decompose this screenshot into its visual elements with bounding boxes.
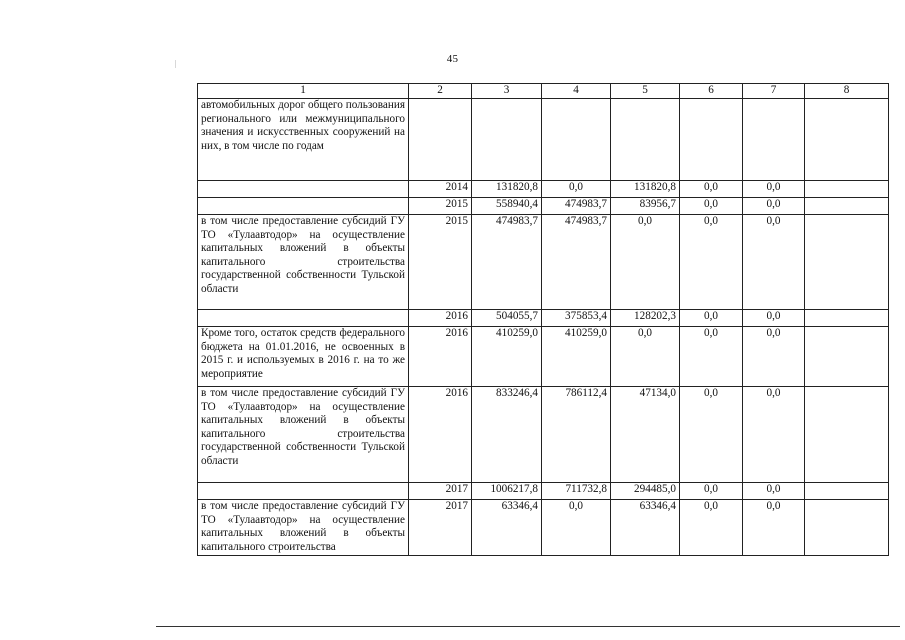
value-cell: 474983,7 — [472, 215, 542, 310]
value-cell: 0,0 — [743, 198, 805, 215]
row-description — [198, 310, 409, 327]
column-header: 1 — [198, 84, 409, 99]
value-cell: 128202,3 — [611, 310, 680, 327]
value-cell: 375853,4 — [542, 310, 611, 327]
value-cell: 0,0 — [743, 500, 805, 556]
page-number: 45 — [446, 53, 459, 65]
year-cell: 2017 — [409, 483, 472, 500]
value-cell: 711732,8 — [542, 483, 611, 500]
row-description: в том числе предоставление субсидий ГУ ТО «Тулаавтодор» на осуществление капитальных вложений в объекты капитального строительства государственной собственности Тульской области — [198, 215, 409, 310]
value-cell: 0,0 — [542, 500, 611, 556]
value-cell: 0,0 — [680, 483, 743, 500]
table-row — [198, 500, 889, 556]
value-cell: 0,0 — [680, 310, 743, 327]
row-description: автомобильных дорог общего пользования регионального или межмуниципального значения и искусственных сооружений на них, в том числе по годам — [198, 99, 409, 181]
value-cell: 786112,4 — [542, 387, 611, 483]
value-cell: 0,0 — [743, 310, 805, 327]
table-row — [198, 387, 889, 483]
value-cell — [805, 215, 889, 310]
year-cell: 2015 — [409, 198, 472, 215]
value-cell: 0,0 — [680, 327, 743, 387]
column-header: 7 — [743, 84, 805, 99]
page-divider — [156, 626, 900, 627]
year-cell — [409, 99, 472, 181]
year-cell: 2016 — [409, 387, 472, 483]
value-cell: 0,0 — [680, 215, 743, 310]
row-description — [198, 181, 409, 198]
value-cell: 0,0 — [743, 215, 805, 310]
table-header-row — [198, 84, 889, 99]
value-cell: 0,0 — [743, 181, 805, 198]
value-cell: 0,0 — [542, 181, 611, 198]
scan-artifact — [175, 60, 176, 68]
value-cell — [680, 99, 743, 181]
column-header: 4 — [542, 84, 611, 99]
row-description: Кроме того, остаток средств федерального бюджета на 01.01.2016, не освоенных в 2015 г. и используемых в 2016 г. на то же мероприятие — [198, 327, 409, 387]
row-description: в том числе предоставление субсидий ГУ ТО «Тулаавтодор» на осуществление капитальных вложений в объекты капитального строительства — [198, 500, 409, 556]
value-cell — [743, 99, 805, 181]
data-table — [197, 83, 889, 556]
value-cell: 63346,4 — [472, 500, 542, 556]
value-cell: 0,0 — [743, 387, 805, 483]
value-cell — [805, 310, 889, 327]
column-header: 3 — [472, 84, 542, 99]
value-cell: 1006217,8 — [472, 483, 542, 500]
table-row — [198, 181, 889, 198]
row-description — [198, 483, 409, 500]
table-row — [198, 310, 889, 327]
value-cell — [542, 99, 611, 181]
value-cell: 0,0 — [680, 387, 743, 483]
value-cell — [805, 198, 889, 215]
value-cell: 410259,0 — [542, 327, 611, 387]
value-cell: 0,0 — [611, 215, 680, 310]
column-header: 6 — [680, 84, 743, 99]
value-cell — [805, 181, 889, 198]
value-cell: 131820,8 — [472, 181, 542, 198]
value-cell: 0,0 — [680, 500, 743, 556]
value-cell: 504055,7 — [472, 310, 542, 327]
value-cell: 0,0 — [680, 198, 743, 215]
value-cell: 131820,8 — [611, 181, 680, 198]
year-cell: 2016 — [409, 310, 472, 327]
value-cell: 833246,4 — [472, 387, 542, 483]
value-cell — [805, 387, 889, 483]
value-cell: 0,0 — [680, 181, 743, 198]
year-cell: 2014 — [409, 181, 472, 198]
value-cell: 83956,7 — [611, 198, 680, 215]
value-cell: 474983,7 — [542, 198, 611, 215]
table-row — [198, 99, 889, 181]
table-row — [198, 327, 889, 387]
value-cell: 410259,0 — [472, 327, 542, 387]
row-description: в том числе предоставление субсидий ГУ ТО «Тулаавтодор» на осуществление капитальных вложений в объекты капитального строительства государственной собственности Тульской области — [198, 387, 409, 483]
row-description — [198, 198, 409, 215]
column-header: 5 — [611, 84, 680, 99]
value-cell: 0,0 — [611, 327, 680, 387]
year-cell: 2015 — [409, 215, 472, 310]
value-cell — [805, 327, 889, 387]
value-cell: 47134,0 — [611, 387, 680, 483]
value-cell — [472, 99, 542, 181]
value-cell — [805, 99, 889, 181]
value-cell — [805, 500, 889, 556]
value-cell: 0,0 — [743, 483, 805, 500]
value-cell: 474983,7 — [542, 215, 611, 310]
value-cell: 0,0 — [743, 327, 805, 387]
column-header: 8 — [805, 84, 889, 99]
year-cell: 2017 — [409, 500, 472, 556]
table-row — [198, 483, 889, 500]
value-cell: 558940,4 — [472, 198, 542, 215]
table-row — [198, 198, 889, 215]
value-cell — [805, 483, 889, 500]
column-header: 2 — [409, 84, 472, 99]
value-cell: 63346,4 — [611, 500, 680, 556]
table-row — [198, 215, 889, 310]
value-cell — [611, 99, 680, 181]
year-cell: 2016 — [409, 327, 472, 387]
value-cell: 294485,0 — [611, 483, 680, 500]
